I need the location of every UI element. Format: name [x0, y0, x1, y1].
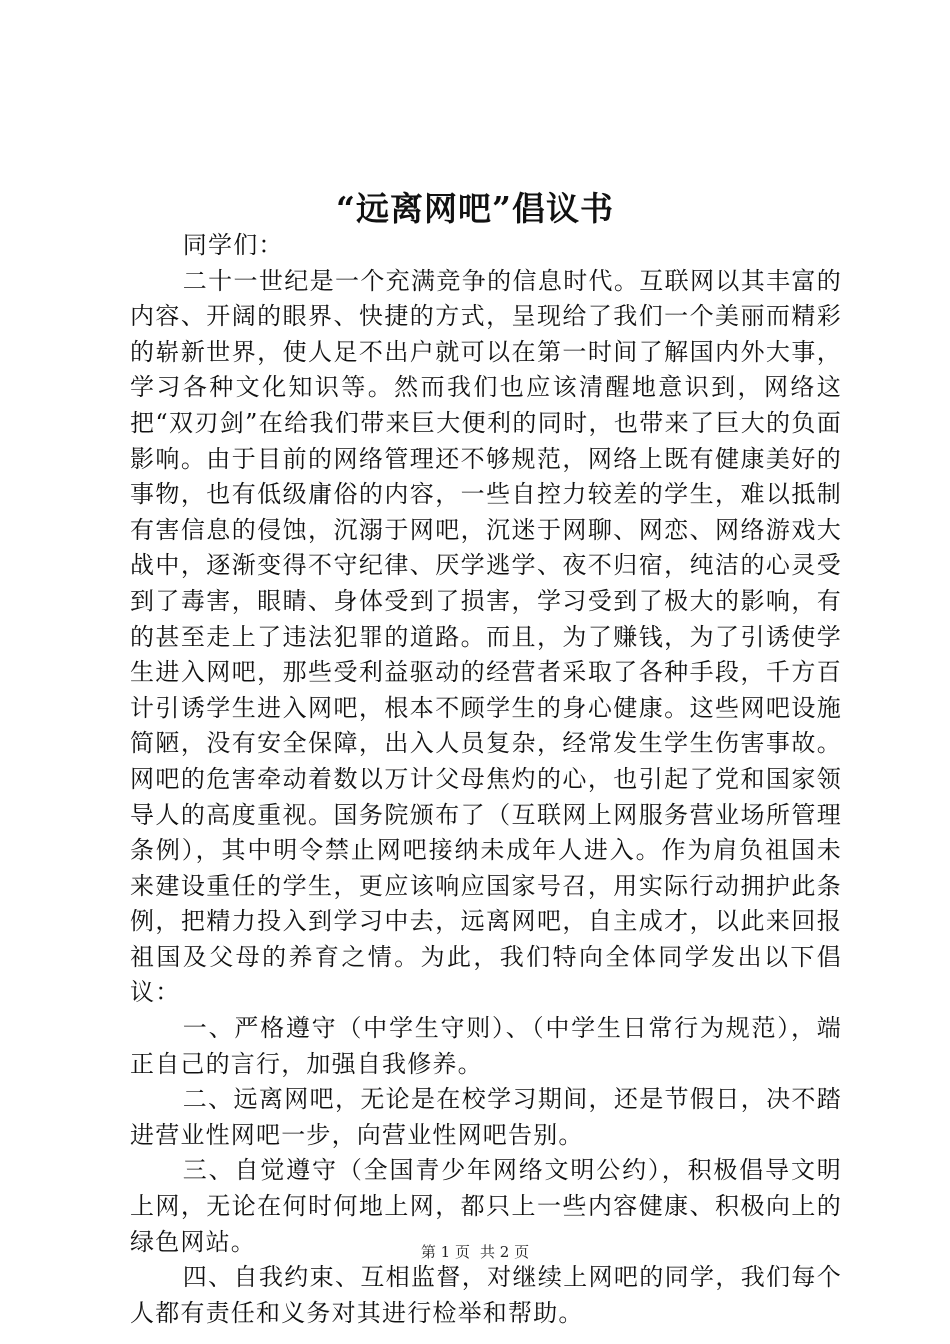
document-title: “远离网吧”倡议书 — [336, 189, 614, 228]
page-total: 共 2 页 — [480, 1243, 530, 1261]
paragraph-intro: 二十一世纪是一个充满竞争的信息时代。互联网以其丰富的内容、开阔的眼界、快捷的方式，呈现给了我们一个美丽而精彩的崭新世界，使人足不出户就可以在第一时间了解国内外大事，学习各种文化知识等。然而我们也应该清醒地意识到，网络这把“双刃剑”在给我们带来巨大便利的同时，也带来了巨大的负面影响。由于目前的网络管理还不够规范，网络上既有健康美好的事物，也有低级庸俗的内容，一些自控力较差的学生，难以抵制有害信息的侵蚀，沉溺于网吧，沉迷于网聊、网恋、网络游戏大战中，逐渐变得不守纪律、厌学逃学、夜不归宿，纯洁的心灵受到了毒害，眼睛、身体受到了损害，学习受到了极大的影响，有的甚至走上了违法犯罪的道路。而且，为了赚钱，为了引诱使学生进入网吧，那些受利益驱动的经营者采取了各种手段，千方百计引诱学生进入网吧，根本不顾学生的身心健康。这些网吧设施简陋，没有安全保障，出入人员复杂，经常发生学生伤害事故。网吧的危害牵动着数以万计父母焦灼的心，也引起了党和国家领导人的高度重视。国务院颁布了（互联网上网服务营业场所管理条例），其中明令禁止网吧接纳未成年人进入。作为肩负祖国未来建设重任的学生，更应该响应国家号召，用实际行动拥护此条例，把精力投入到学习中去，远离网吧，自主成才，以此来回报祖国及父母的养育之情。为此，我们特向全体同学发出以下倡议： — [130, 266, 842, 1007]
paragraph-proposal-3: 三、自觉遵守（全国青少年网络文明公约），积极倡导文明上网，无论在何时何地上网，都只上一些内容健康、积极向上的绿色网站。 — [130, 1156, 842, 1256]
page-number: 第 1 页 — [420, 1243, 470, 1261]
paragraph-proposal-4: 四、自我约束、互相监督，对继续上网吧的同学，我们每个人都有责任和义务对其进行检举和帮助。 — [130, 1263, 842, 1327]
document-body — [130, 228, 842, 1331]
salutation: 同学们： — [182, 231, 284, 259]
paragraph-proposal-1: 一、严格遵守（中学生守则）、（中学生日常行为规范），端正自己的言行，加强自我修养。 — [130, 1014, 842, 1078]
paragraph-proposal-2: 二、远离网吧，无论是在校学习期间，还是节假日，决不踏进营业性网吧一步，向营业性网吧告别。 — [130, 1085, 842, 1149]
page-footer — [0, 1240, 950, 1264]
